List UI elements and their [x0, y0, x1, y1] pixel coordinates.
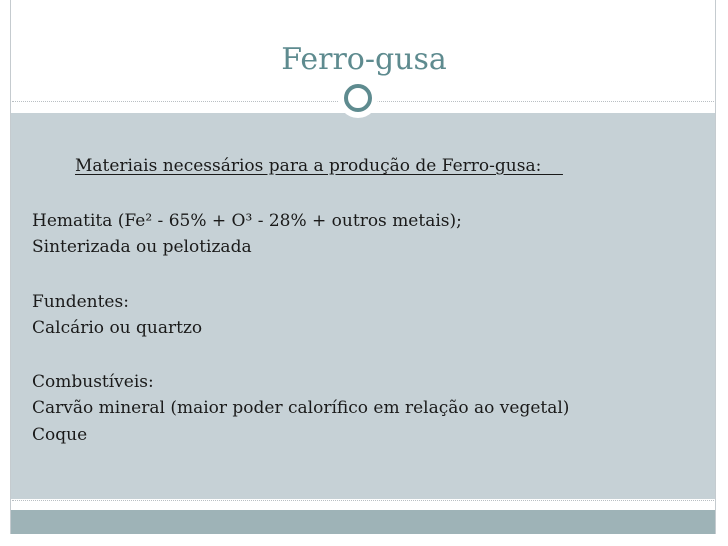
- text-line-hematita: Hematita (Fe² - 65% + O³ - 28% + outros metais);: [32, 211, 462, 231]
- text-line-sinterizada: Sinterizada ou pelotizada: [32, 237, 252, 257]
- text-line-combustiveis: Combustíveis:: [32, 372, 154, 392]
- text-line-calcario: Calcário ou quartzo: [32, 318, 203, 338]
- text-line-coque: Coque: [32, 425, 88, 445]
- footer-divider: [12, 500, 714, 501]
- circle-ornament-icon: [338, 78, 378, 118]
- slide-title: Ferro-gusa: [281, 42, 447, 77]
- text-line-carvao: Carvão mineral (maior poder calorífico em relação ao vegetal): [32, 398, 570, 418]
- footer-bar: [11, 510, 715, 534]
- circle-ring: [344, 84, 372, 112]
- section-heading: Materiais necessários para a produção de Ferro-gusa:: [75, 156, 563, 176]
- text-line-fundentes: Fundentes:: [32, 292, 129, 312]
